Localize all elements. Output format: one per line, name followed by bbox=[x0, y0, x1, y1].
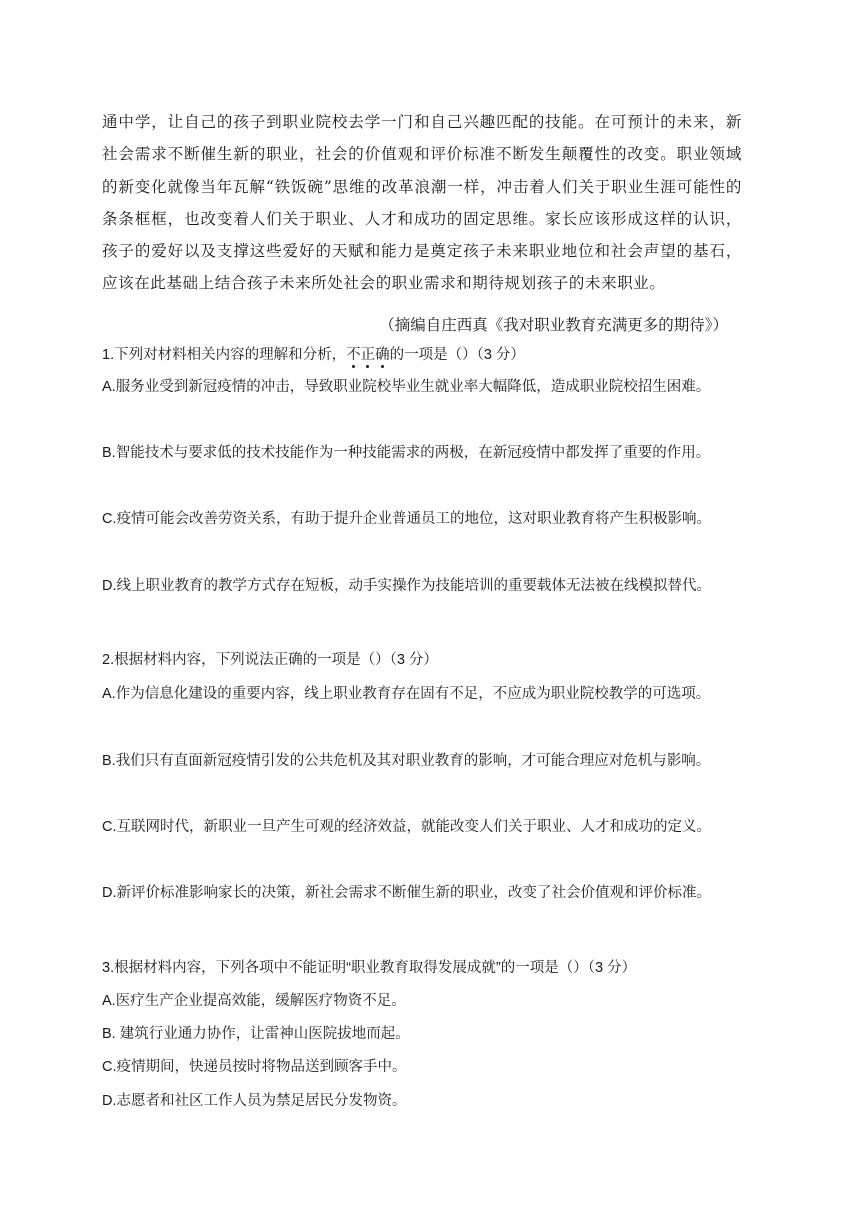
question-1-option-a: A.服务业受到新冠疫情的冲击，导致职业院校毕业生就业率大幅降低，造成职业院校招生困难。 bbox=[102, 379, 711, 395]
question-2-option-b: B.我们只有直面新冠疫情引发的公共危机及其对职业教育的影响，才可能合理应对危机与影响。 bbox=[102, 753, 711, 769]
question-1-stem bbox=[102, 340, 738, 371]
question-2-option-c: C.互联网时代，新职业一旦产生可观的经济效益，就能改变人们关于职业、人才和成功的定义。 bbox=[102, 819, 711, 835]
emphasis-char: 正 bbox=[360, 347, 376, 363]
question-2-stem: 2.根据材料内容，下列说法正确的一项是（）（3 分） bbox=[102, 652, 438, 668]
question-3-option-c: C.疫情期间，快递员按时将物品送到顾客手中。 bbox=[102, 1059, 407, 1075]
emphasis-char: 确 bbox=[375, 347, 390, 363]
question-2-option-d: D.新评价标准影响家长的决策，新社会需求不断催生新的职业，改变了社会价值观和评价标准。 bbox=[102, 885, 711, 901]
question-3-option-a: A.医疗生产企业提高效能，缓解医疗物资不足。 bbox=[102, 993, 406, 1009]
question-1-option-c: C.疫情可能会改善劳资关系，有助于提升企业普通员工的地位，这对职业教育将产生积极影响。 bbox=[102, 511, 711, 527]
question-1-emphasis bbox=[346, 347, 390, 363]
question-1-stem-text: 1.下列对材料相关内容的理解和分析， bbox=[102, 347, 347, 363]
question-2-option-a: A.作为信息化建设的重要内容，线上职业教育存在固有不足，不应成为职业院校教学的可选项。 bbox=[102, 686, 711, 702]
question-3-option-d: D.志愿者和社区工作人员为禁足居民分发物资。 bbox=[102, 1093, 407, 1109]
question-1-stem-tail: 的一项是（）（3 分） bbox=[389, 347, 525, 363]
emphasis-char: 不 bbox=[346, 347, 361, 363]
question-1-option-d: D.线上职业教育的教学方式存在短板，动手实操作为技能培训的重要载体无法被在线模拟替代。 bbox=[102, 578, 711, 594]
passage-source: （摘编自庄西真《我对职业教育充满更多的期待》） bbox=[379, 316, 728, 334]
question-3-option-b: B. 建筑行业通力协作，让雷神山医院拔地而起。 bbox=[102, 1026, 410, 1042]
question-3-stem: 3.根据材料内容，下列各项中不能证明“职业教育取得发展成就”的一项是（）（3 分） bbox=[102, 960, 637, 976]
passage-paragraph: 通中学，让自己的孩子到职业院校去学一门和自己兴趣匹配的技能。在可预计的未来，新社会需求不断催生新的职业，社会的价值观和评价标准不断发生颠覆性的改变。职业领域的新变化就像当年瓦解“铁饭碗”思维的改革浪潮一样，冲击着人们关于职业生涯可能性的条条框框，也改变着人们关于职业、人才和成功的固定思维。家长应该形成这样的认识，孩子的爱好以及支撑这些爱好的天赋和能力是奠定孩子未来职业地位和社会声望的基石，应该在此基础上结合孩子未来所处社会的职业需求和期待规划孩子的未来职业。 bbox=[102, 113, 742, 293]
question-1-option-b: B.智能技术与要求低的技术技能作为一种技能需求的两极，在新冠疫情中都发挥了重要的作用。 bbox=[102, 445, 711, 461]
